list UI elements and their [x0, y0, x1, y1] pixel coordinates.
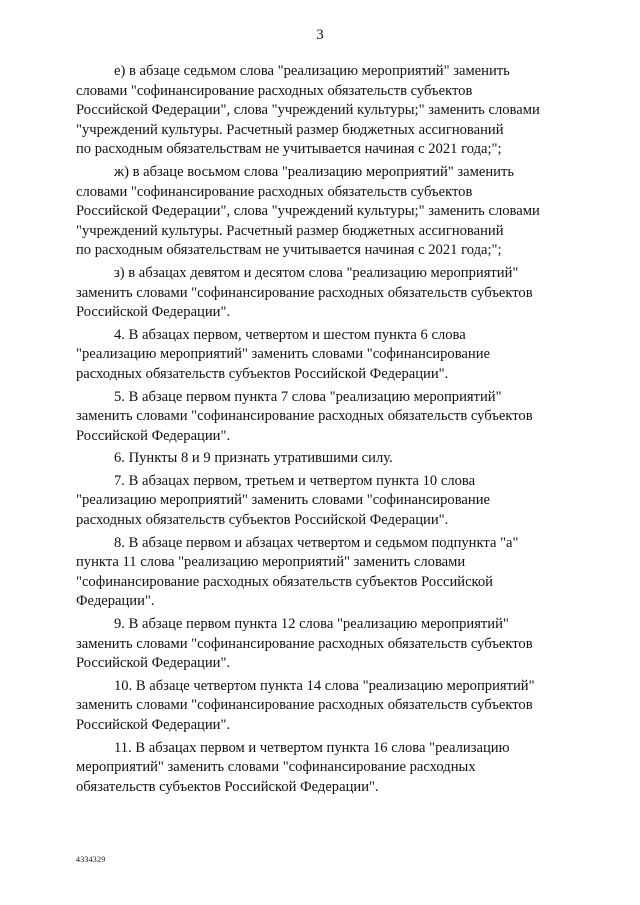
paragraph-point-8: 8. В абзаце первом и абзацах четвертом и седьмом подпункта "а" пункта 11 слова "реализацию мероприятий" заменить словами "софинансирование расходных обязательств субъектов Российской Федерации". — [76, 534, 519, 610]
paragraph-item-e: е) в абзаце седьмом слова "реализацию мероприятий" заменить словами "софинансирование расходных обязательств субъектов Российской Федерации", слова "учреждений культуры;" заменить словами "учреждений культуры. Расчетный размер бюджетных ассигнований по расходным обязательствам не учитывается начиная с 2021 года;"; — [76, 63, 540, 158]
paragraph-point-11: 11. В абзацах первом и четвертом пункта 16 слова "реализацию мероприятий" заменить словами "софинансирование расходных обязательств субъектов Российской Федерации". — [76, 739, 510, 795]
document-code: 4334329 — [76, 855, 106, 864]
document-body — [76, 62, 558, 800]
paragraph-item-zh: ж) в абзаце восьмом слова "реализацию мероприятий" заменить словами "софинансирование расходных обязательств субъектов Российской Федерации", слова "учреждений культуры;" заменить словами "учреждений культуры. Расчетный размер бюджетных ассигнований по расходным обязательствам не учитывается начиная с 2021 года;"; — [76, 163, 540, 259]
page-number: 3 — [316, 27, 324, 43]
paragraph-point-10: 10. В абзаце четвертом пункта 14 слова "реализацию мероприятий" заменить словами "софинансирование расходных обязательств субъектов Российской Федерации". — [76, 677, 535, 733]
paragraph-item-z: з) в абзацах девятом и десятом слова "реализацию мероприятий" заменить словами "софинансирование расходных обязательств субъектов Российской Федерации". — [76, 264, 533, 321]
paragraph-point-5: 5. В абзаце первом пункта 7 слова "реализацию мероприятий" заменить словами "софинансирование расходных обязательств субъектов Российской Федерации". — [76, 388, 533, 444]
paragraph-point-9: 9. В абзаце первом пункта 12 слова "реализацию мероприятий" заменить словами "софинансирование расходных обязательств субъектов Российской Федерации". — [76, 616, 533, 672]
paragraph-point-7: 7. В абзацах первом, третьем и четвертом пункта 10 слова "реализацию мероприятий" заменить словами "софинансирование расходных обязательств субъектов Российской Федерации". — [76, 472, 490, 529]
paragraph-point-4: 4. В абзацах первом, четвертом и шестом пункта 6 слова "реализацию мероприятий" заменить словами "софинансирование расходных обязательств субъектов Российской Федерации". — [76, 326, 490, 382]
paragraph-point-6: 6. Пункты 8 и 9 признать утратившими силу. — [114, 450, 393, 467]
